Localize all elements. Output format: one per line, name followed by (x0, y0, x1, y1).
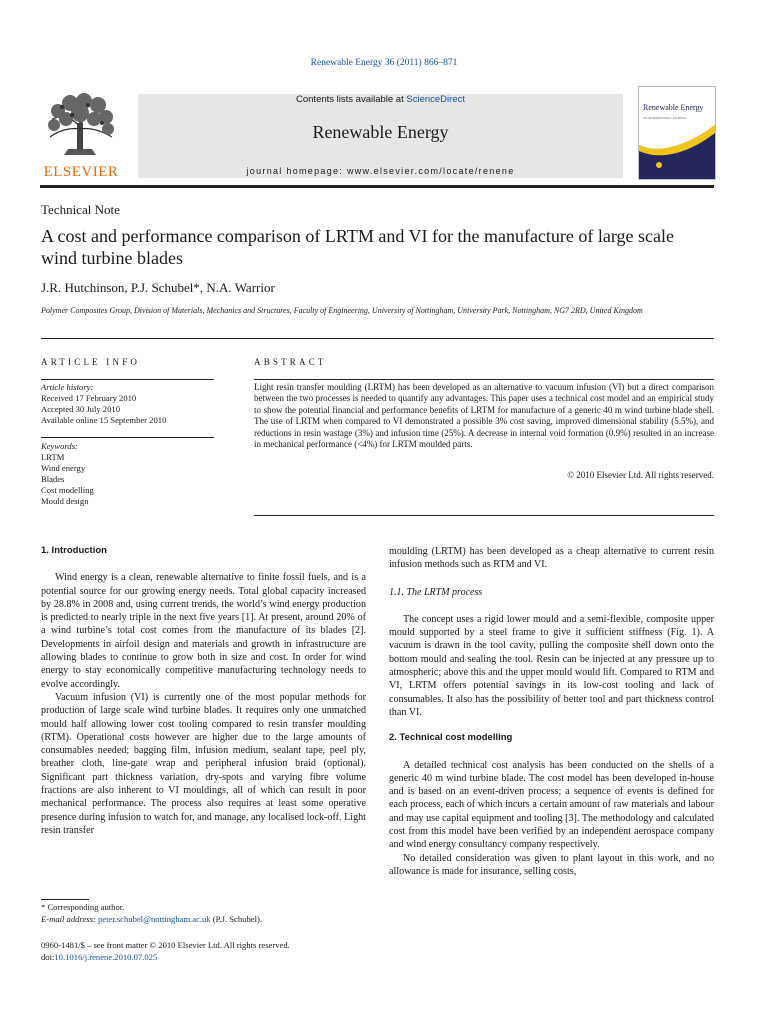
author-email-link[interactable]: peter.schubel@nottingham.ac.uk (97, 913, 211, 924)
journal-homepage[interactable]: journal homepage: www.elsevier.com/locate/renene (246, 166, 515, 176)
abstract-text: Light resin transfer moulding (LRTM) has been developed as an alternative to vacuum infusion (VI) but a direct comparison between the two processes is needed to quantify any advantages. This paper uses a technical cost model and an empirical study to show the potential financial and performance benefits of LRTM for manufacture of a generic 40 m wind turbine blade shell. The use of LRTM when compared to VI demonstrated a possible 3% cost saving, improved dimensional stability (5.5%), and reductions in resin wastage (3%) and infusion time (25%). A decrease in internal void formation (0.9%) resulted in an increase in mechanical performance (<4%) for LRTM moulded parts. (254, 382, 714, 450)
article-history (41, 382, 166, 426)
history-online: Available online 15 September 2010 (41, 415, 167, 425)
email-suffix: (P.J. Schubel). (210, 913, 262, 924)
author-list: J.R. Hutchinson, P.J. Schubel*, N.A. Warrior (41, 280, 275, 295)
publisher-name: ELSEVIER (43, 164, 119, 180)
keyword-item: Cost modelling (41, 485, 94, 495)
body-paragraph: Wind energy is a clean, renewable alternative to finite fossil fuels, and is a potential source for our growing energy needs. Total global capacity increased by 28.8% in 2008 and, using current trends, the world’s wind energy production is predicted to nearly triple in the next five years [1]. At present, around 20% of a wind turbine’s total cost comes from the manufacture of its blades [2]. Developments in airfoil design and materials and growth in infrastructure are allowing blades to continue to grow both in size and cost. In order for wind energy to stay economically competitive manufacturing technology needs to evolve accordingly. (41, 572, 366, 690)
contents-line (138, 94, 623, 105)
tree-emblem-icon (44, 93, 116, 159)
contents-prefix: Contents lists available at (296, 94, 407, 105)
article-type: Technical Note (41, 202, 120, 217)
history-accepted: Accepted 30 July 2010 (41, 404, 120, 414)
abstract-copyright: © 2010 Elsevier Ltd. All rights reserved. (567, 470, 714, 480)
keyword-item: Blades (41, 474, 65, 484)
body-left-column (41, 544, 366, 837)
doi-link[interactable]: 10.1016/j.renene.2010.07.025 (54, 952, 158, 962)
header-rule (40, 185, 714, 188)
cover-title: Renewable Energy (643, 103, 704, 112)
history-received: Received 17 February 2010 (41, 393, 137, 403)
publication-meta (41, 939, 290, 963)
body-paragraph: moulding (LRTM) has been developed as a cheap alternative to current resin infusion methods such as RTM and VI. (389, 546, 714, 571)
sciencedirect-link[interactable]: ScienceDirect (406, 94, 465, 105)
body-paragraph: A detailed technical cost analysis has been conducted on the shells of a generic 40 m wind turbine blade. The cost model has been developed in-house and is based on an event-driven process; a sequence of events is defined for each process, each of which incurs a certain amount of raw materials and labour and may use capital equipment and tooling [3]. The methodology and calculated cost from this model have been verified by an independent aerospace company and wind energy consultancy company respectively. (389, 759, 714, 851)
author-affiliation: Polymer Composites Group, Division of Materials, Mechanics and Structures, Faculty of Engineering, University of Nottingham, University Park, Nottingham, NG7 2RD, United Kingdom (41, 306, 643, 315)
cover-swoosh-graphic (639, 115, 715, 179)
section-heading: 2. Technical cost modelling (389, 732, 513, 744)
email-label: E-mail address: (41, 913, 98, 924)
journal-citation[interactable]: Renewable Energy 36 (2011) 866–871 (310, 58, 458, 68)
corresponding-author-note: * Corresponding author. (41, 902, 125, 912)
doi-prefix: doi: (41, 952, 55, 962)
abstract-bottom-rule (254, 515, 714, 516)
body-paragraph: Vacuum infusion (VI) is currently one of the most popular methods for production of large scale wind turbine blades. It requires only one unmatched mould half allowing lower cost tooling compared to resin transfer moulding (RTM). Operational costs however are higher due to the large amounts of consumables needed; bagging film, infusion medium, sealant tape, peel ply, breather cloth, line-gate wrap and peripheral infusion braid (optional). Significant part thickness variation, dry-spots and varying fibre volume fractions are also inherent to VI mouldings, all of which can result in poor mechanical performance. The process also requires at least some operative presence during infusion to watch for, and manage, any localised lock-off. Light resin transfer (41, 691, 366, 836)
keywords-label: Keywords: (41, 441, 78, 451)
keywords-rule (41, 437, 214, 438)
keywords-block (41, 441, 94, 507)
keyword-item: Wind energy (41, 463, 86, 473)
email-line (41, 914, 262, 926)
article-title: A cost and performance comparison of LRTM and VI for the manufacture of large scale wind turbine blades (41, 226, 675, 268)
section-heading: 1. Introduction (41, 545, 107, 556)
subsection-heading: 1.1. The LRTM process (389, 586, 483, 598)
abstract-rule (254, 379, 714, 380)
body-right-column (389, 545, 714, 878)
journal-banner (138, 94, 623, 178)
head-divider (41, 338, 714, 339)
abstract-heading: ABSTRACT (254, 357, 327, 367)
footnote-rule (41, 899, 89, 900)
body-paragraph: No detailed consideration was given to plant layout in this work, and no allowance is made for insurance, selling costs, (389, 852, 714, 877)
footnote (41, 902, 262, 925)
doi-line (41, 951, 290, 963)
keyword-item: LRTM (41, 452, 65, 462)
journal-title: Renewable Energy (312, 122, 449, 142)
cover-subtitle: AN INTERNATIONAL JOURNAL (643, 116, 687, 120)
journal-cover-thumbnail[interactable] (638, 86, 716, 180)
article-info-heading: ARTICLE INFO (41, 357, 141, 367)
history-label: Article history: (41, 382, 94, 392)
article-info-rule (41, 379, 214, 380)
keyword-item: Mould design (41, 496, 89, 506)
body-paragraph: The concept uses a rigid lower mould and a semi-flexible, composite upper mould supported by a steel frame to give it sufficient stiffness (Fig. 1). A vacuum is drawn in the tool cavity, pulling the composite shell down onto the bottom mould and sealing the tool. Resin can be injected at any pressure up to atmospheric; above this and the upper mould would lift. Compared to RTM and VI, LRTM offers potential savings in its low-cost tooling and lack of consumables. It also has the possibility of better tool and part thickness control than VI. (389, 613, 714, 718)
elsevier-logo (40, 93, 122, 181)
issn-line: 0960-1481/$ – see front matter © 2010 Elsevier Ltd. All rights reserved. (41, 940, 290, 950)
